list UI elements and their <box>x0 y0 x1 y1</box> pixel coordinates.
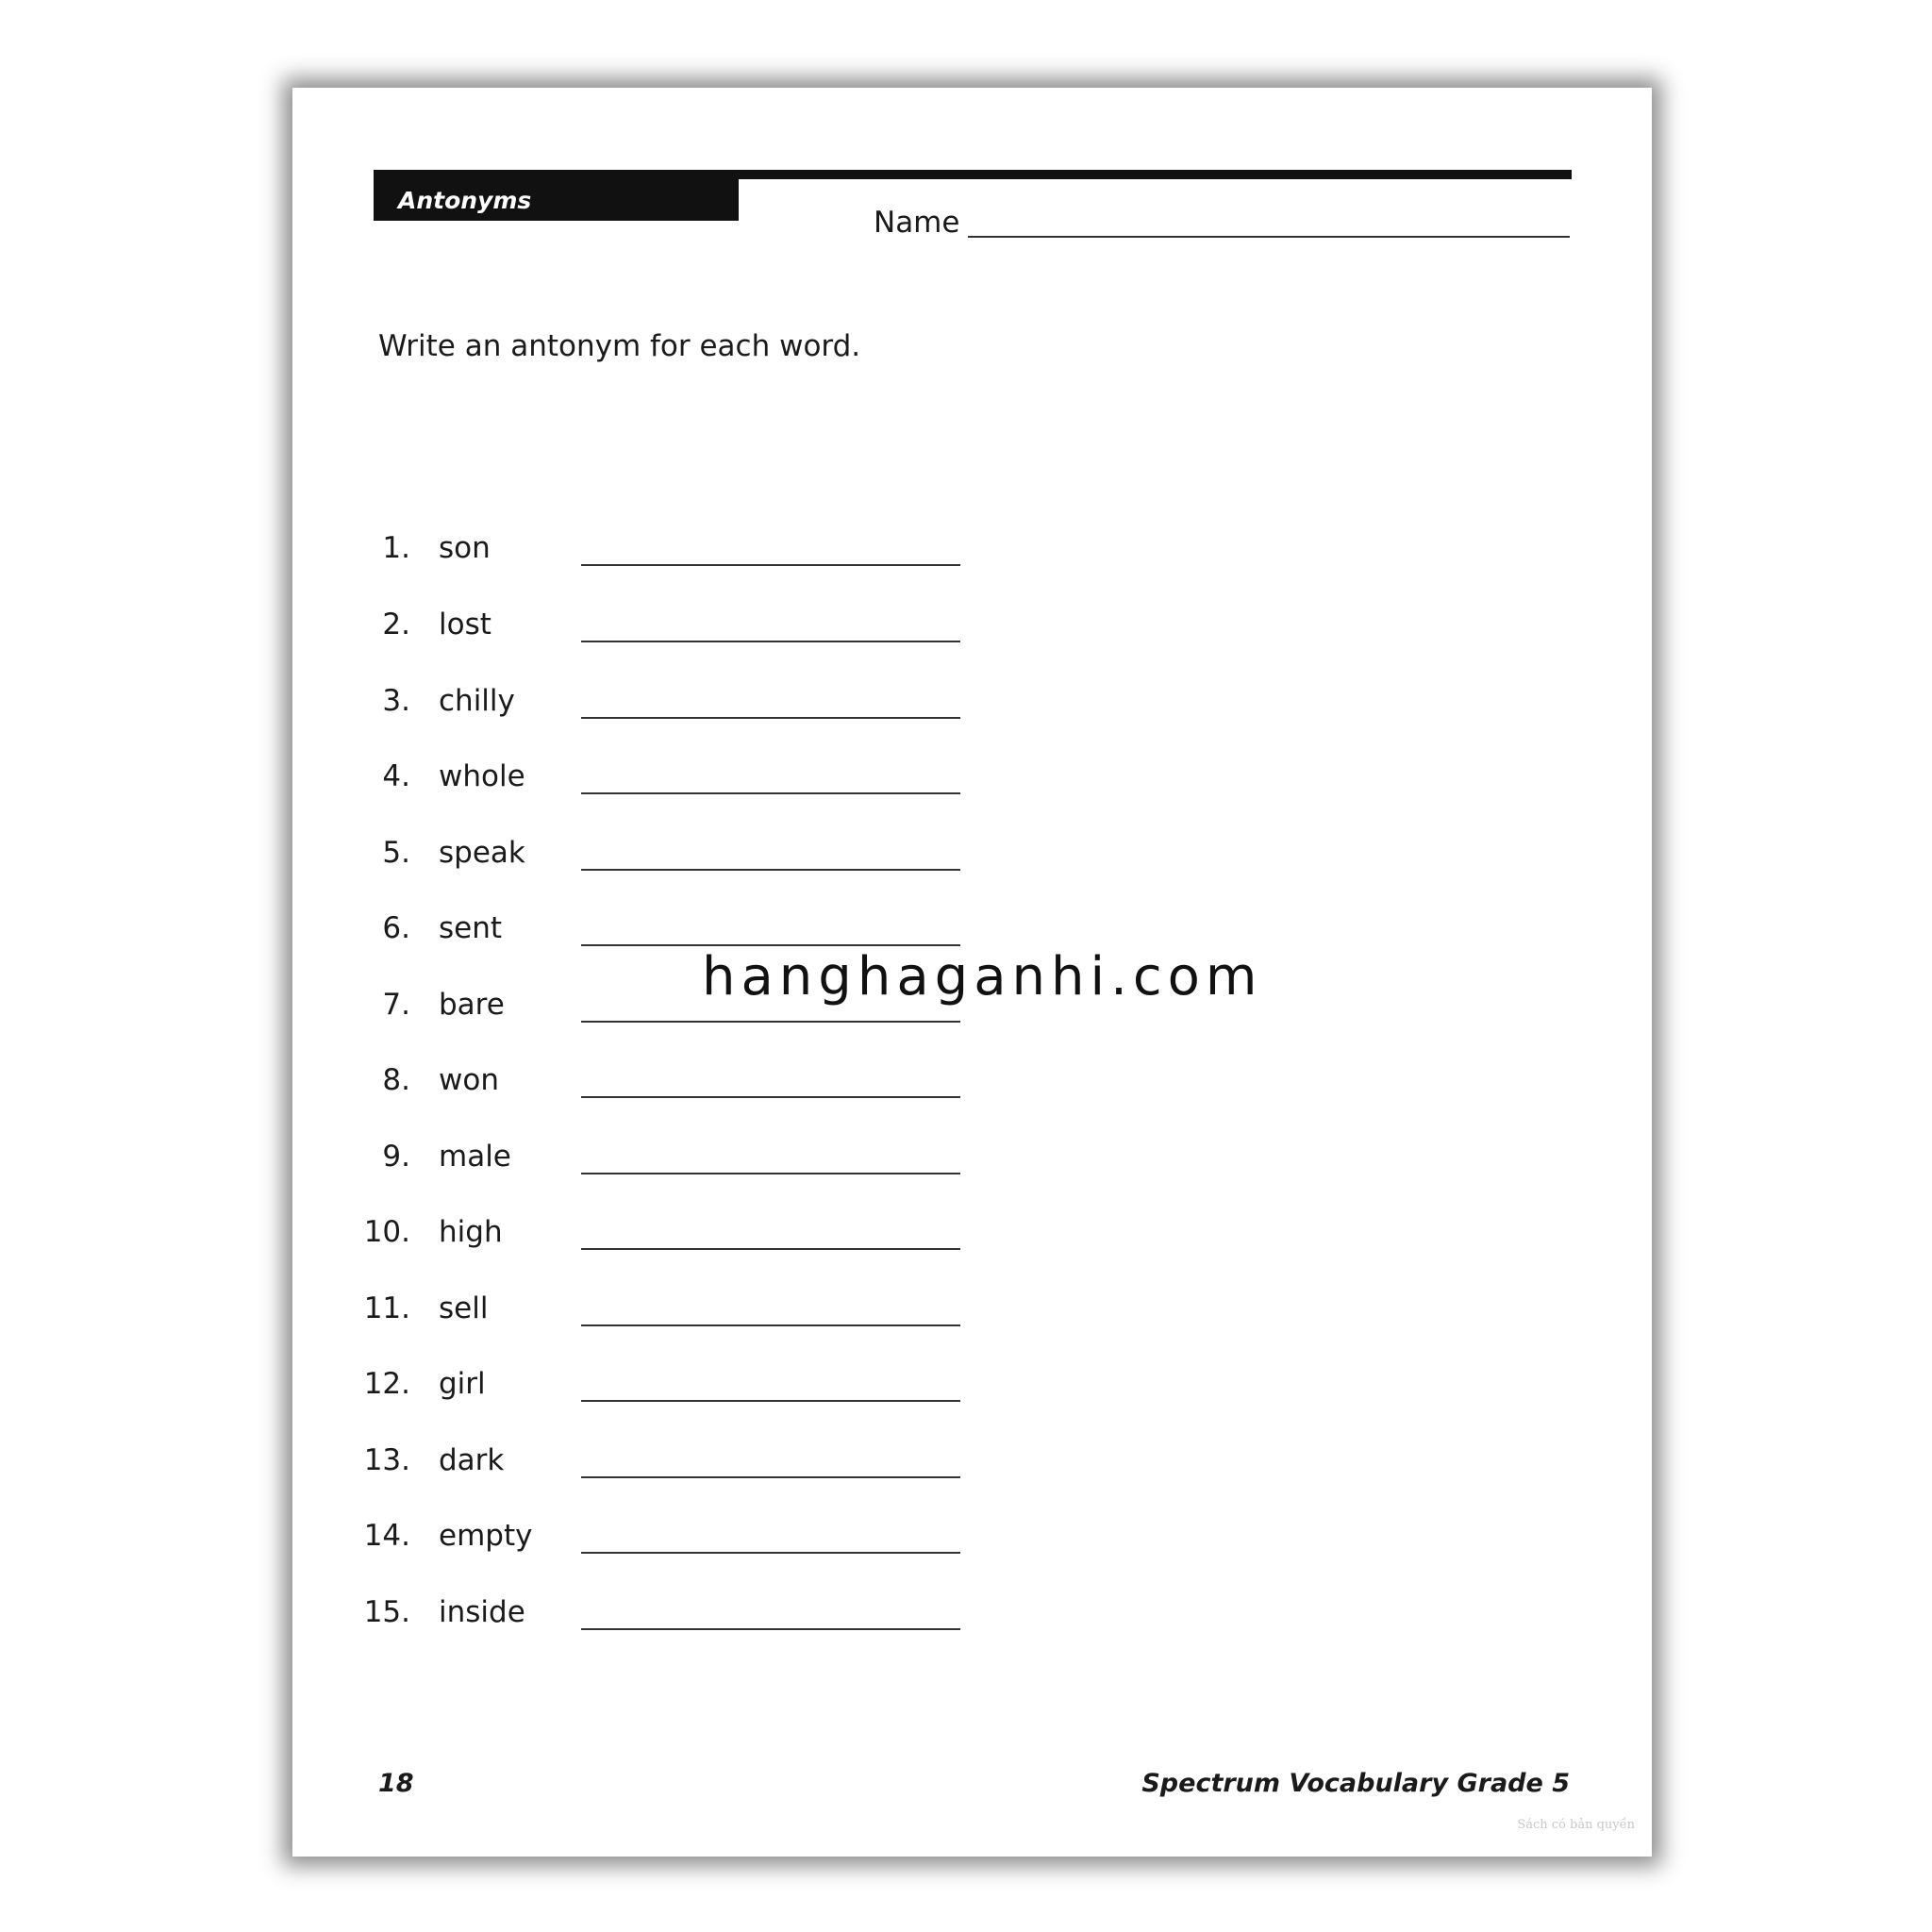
book-title: Spectrum Vocabulary Grade 5 <box>1141 1769 1570 1798</box>
list-item <box>292 1443 1236 1500</box>
list-item <box>292 759 1236 816</box>
item-number: 10. <box>363 1215 410 1249</box>
item-number: 15. <box>363 1595 410 1629</box>
item-word: chilly <box>439 684 515 718</box>
list-item <box>292 608 1236 664</box>
item-word: empty <box>439 1519 533 1553</box>
item-word: bare <box>439 988 505 1022</box>
answer-line <box>581 1324 960 1326</box>
answer-line <box>581 1552 960 1554</box>
item-number: 11. <box>363 1291 410 1325</box>
item-number: 3. <box>382 684 410 718</box>
answer-line <box>581 1248 960 1250</box>
list-item <box>292 1215 1236 1272</box>
item-word: sent <box>439 911 503 945</box>
list-item <box>292 1063 1236 1120</box>
item-word: high <box>439 1215 503 1249</box>
section-title: Antonyms <box>398 187 532 214</box>
answer-line <box>581 564 960 566</box>
watermark-text: hanghaganhi.com <box>702 946 1263 1008</box>
page-number: 18 <box>378 1769 414 1798</box>
answer-line <box>581 1096 960 1098</box>
item-word: speak <box>439 836 525 870</box>
answer-line <box>581 641 960 642</box>
list-item <box>292 1140 1236 1196</box>
list-item <box>292 1519 1236 1575</box>
list-item <box>292 531 1236 588</box>
section-tab <box>374 179 739 221</box>
item-word: whole <box>439 759 525 793</box>
answer-line <box>581 869 960 871</box>
header-rule <box>374 170 1572 179</box>
item-word: sell <box>439 1291 489 1325</box>
list-item <box>292 684 1236 741</box>
answer-line <box>581 792 960 794</box>
answer-line <box>581 1476 960 1478</box>
list-item <box>292 1595 1236 1652</box>
name-field-line <box>968 236 1570 238</box>
item-number: 5. <box>382 836 410 870</box>
item-number: 13. <box>363 1443 410 1477</box>
name-label: Name <box>874 206 960 240</box>
item-word: inside <box>439 1595 525 1629</box>
copyright-note: Sách có bản quyền <box>1517 1818 1635 1832</box>
item-number: 8. <box>382 1063 410 1097</box>
item-word: won <box>439 1063 499 1097</box>
item-word: dark <box>439 1443 505 1477</box>
answer-line <box>581 1021 960 1023</box>
answer-line <box>581 1173 960 1174</box>
item-number: 6. <box>382 911 410 945</box>
list-item <box>292 836 1236 892</box>
list-item <box>292 1291 1236 1348</box>
item-number: 4. <box>382 759 410 793</box>
item-number: 7. <box>382 988 410 1022</box>
worksheet-page <box>292 88 1652 1857</box>
instruction-text: Write an antonym for each word. <box>378 329 861 363</box>
item-number: 1. <box>382 531 410 565</box>
answer-line <box>581 1628 960 1630</box>
item-number: 14. <box>363 1519 410 1553</box>
item-number: 2. <box>382 608 410 641</box>
answer-line <box>581 1400 960 1402</box>
item-word: son <box>439 531 491 565</box>
item-number: 12. <box>363 1367 410 1401</box>
item-number: 9. <box>382 1140 410 1174</box>
answer-line <box>581 717 960 719</box>
list-item <box>292 1367 1236 1424</box>
item-word: male <box>439 1140 511 1174</box>
item-word: girl <box>439 1367 486 1401</box>
item-word: lost <box>439 608 491 641</box>
